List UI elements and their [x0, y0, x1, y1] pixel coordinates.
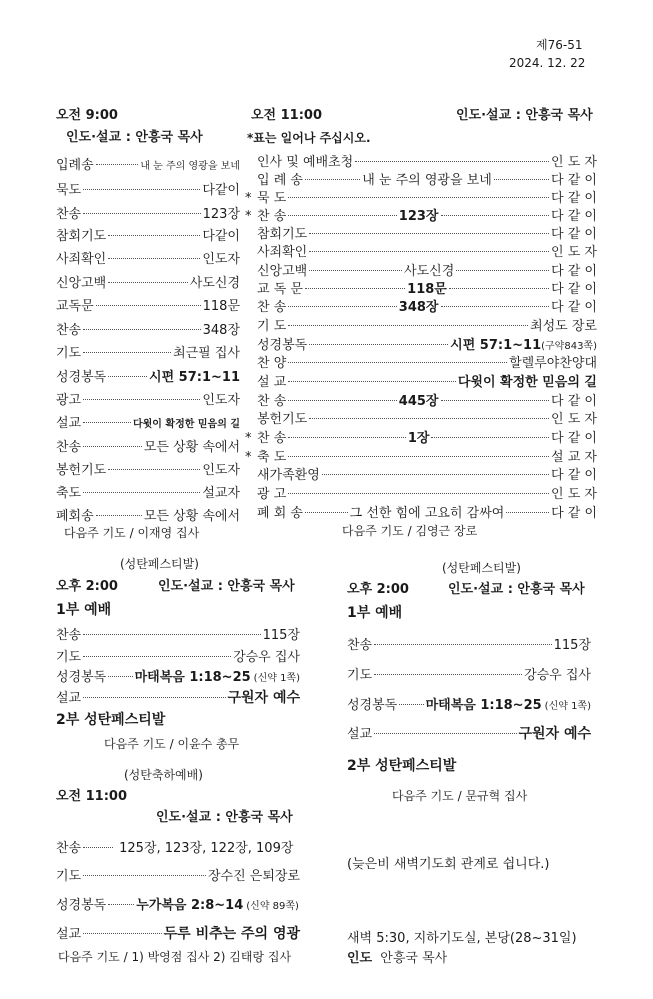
list-item: 설교 두루 비추는 주의 영광: [56, 926, 300, 942]
list-item: 설교 구원자 예수: [347, 726, 591, 742]
list-item: 사죄확인 인 도 자: [257, 245, 597, 260]
list-item: * 축 도 설 교 자: [245, 450, 597, 465]
list-item: 성경봉독 마태복음 1:18~25 (신약 1쪽): [56, 670, 300, 685]
festival-part2-right: 2부 성탄페스티발: [347, 758, 457, 774]
list-item: 폐회송 모든 상황 속에서: [56, 509, 240, 524]
christmas-heading: (성탄축하예배): [124, 768, 203, 782]
list-item: * 찬 송 1장 다 같 이: [245, 431, 597, 446]
list-item: 찬송 348장: [56, 323, 240, 338]
christmas-time: 오전 11:00: [56, 789, 128, 804]
christmas-leader: 인도·설교 : 안흥국 목사: [156, 810, 293, 825]
list-item: 설교 구원자 예수: [56, 690, 300, 706]
next-prayer-festival-left: 다음주 기도 / 이윤수 총무: [104, 737, 240, 751]
list-item: 신앙고백 사도신경: [56, 276, 240, 291]
list-item: * 찬 송 123장 다 같 이: [245, 209, 597, 224]
standing-note: *표는 일어나 주십시오.: [247, 131, 371, 145]
list-item: 봉헌기도 인도자: [56, 463, 240, 478]
list-item: 찬송 115장: [347, 638, 591, 653]
list-item: 광 고 인 도 자: [257, 487, 597, 502]
list-item: 성경봉독 마태복음 1:18~25 (신약 1쪽): [347, 698, 591, 713]
list-item: 찬 송 445장 다 같 이: [257, 394, 597, 409]
service-time-11am: 오전 11:00: [251, 108, 323, 123]
list-item: 성경봉독 시편 57:1~11: [56, 370, 240, 385]
list-item: 기도 최근필 집사: [56, 346, 240, 361]
list-item: 찬송 115장: [56, 628, 300, 643]
list-item: 기도 강승우 집사: [56, 650, 300, 665]
festival-heading-right: (성탄페스티발): [442, 561, 521, 575]
issue-date: 2024. 12. 22: [509, 56, 586, 70]
list-item: 신앙고백 사도신경 다 같 이: [257, 264, 598, 279]
list-item: 교 독 문 118문 다 같 이: [257, 282, 598, 297]
list-item: 참회기도 다같이: [56, 229, 240, 244]
festival-leader-left: 인도·설교 : 안흥국 목사: [158, 579, 295, 594]
next-prayer-christmas: 다음주 기도 / 1) 박영점 집사 2) 김태랑 집사: [58, 950, 292, 964]
list-item: 찬송 모든 상황 속에서: [56, 440, 240, 455]
list-item: 참회기도 다 같 이: [257, 227, 597, 242]
list-item: 설교 다윗이 확정한 믿음의 길: [56, 416, 240, 431]
dawn-prayer-time: 새벽 5:30, 지하기도실, 본당(28~31일): [347, 931, 577, 946]
leader-9am: 인도·설교 : 안흥국 목사: [66, 130, 203, 145]
list-item: 성경봉독 시편 57:1~11 (구약843쪽): [257, 338, 597, 353]
festival-time-left: 오후 2:00: [56, 579, 118, 594]
festival-part1-right: 1부 예배: [347, 605, 403, 621]
festival-leader-right: 인도·설교 : 안흥국 목사: [448, 582, 585, 597]
list-item: 찬송 123장: [56, 207, 240, 222]
list-item: 입례송 내 눈 주의 영광을 보네: [56, 158, 240, 173]
next-prayer-9am: 다음주 기도 / 이재영 집사: [64, 526, 200, 540]
list-item: 묵도 다같이: [56, 183, 240, 198]
list-item: 입 례 송 내 눈 주의 영광을 보네 다 같 이: [257, 173, 597, 188]
issue-number: 제76-51: [536, 38, 583, 52]
dawn-prayer-leader: 인도 안흥국 목사: [347, 951, 448, 966]
dawn-prayer-note: (늦은비 새벽기도회 관계로 쉽니다.): [347, 857, 550, 872]
list-item: 성경봉독 누가복음 2:8~14 (신약 89쪽): [56, 898, 299, 913]
list-item: 기도 장수진 은퇴장로: [56, 869, 300, 884]
festival-part2-left: 2부 성탄페스티발: [56, 712, 166, 728]
list-item: 기도 강승우 집사: [347, 668, 591, 683]
list-item: 사죄확인 인도자: [56, 252, 240, 267]
festival-part1-left: 1부 예배: [56, 602, 112, 618]
list-item: 찬 양 할렐루야찬양대: [257, 356, 597, 371]
list-item: 설 교 다윗이 확정한 믿음의 길: [257, 375, 597, 390]
list-item: * 묵 도 다 같 이: [245, 191, 597, 206]
next-prayer-11am: 다음주 기도 / 김영근 장로: [342, 524, 478, 538]
list-item: 인사 및 예배초청 인 도 자: [257, 155, 597, 170]
next-prayer-festival-right: 다음주 기도 / 문규혁 집사: [392, 789, 528, 803]
list-item: 교독문 118문: [56, 299, 240, 314]
festival-heading-left: (성탄페스티발): [120, 557, 199, 571]
festival-time-right: 오후 2:00: [347, 582, 409, 597]
list-item: 찬송 125장, 123장, 122장, 109장: [56, 841, 294, 856]
list-item: 기 도 최성도 장로: [257, 319, 597, 334]
list-item: 폐 회 송 그 선한 힘에 고요히 감싸여 다 같 이: [257, 506, 598, 521]
leader-11am: 인도·설교 : 안흥국 목사: [456, 108, 593, 123]
list-item: 광고 인도자: [56, 393, 240, 408]
list-item: 축도 설교자: [56, 486, 240, 501]
list-item: 봉헌기도 인 도 자: [257, 412, 597, 427]
service-time-9am: 오전 9:00: [56, 108, 118, 123]
list-item: 새가족환영 다 같 이: [257, 468, 597, 483]
list-item: 찬 송 348장 다 같 이: [257, 300, 597, 315]
